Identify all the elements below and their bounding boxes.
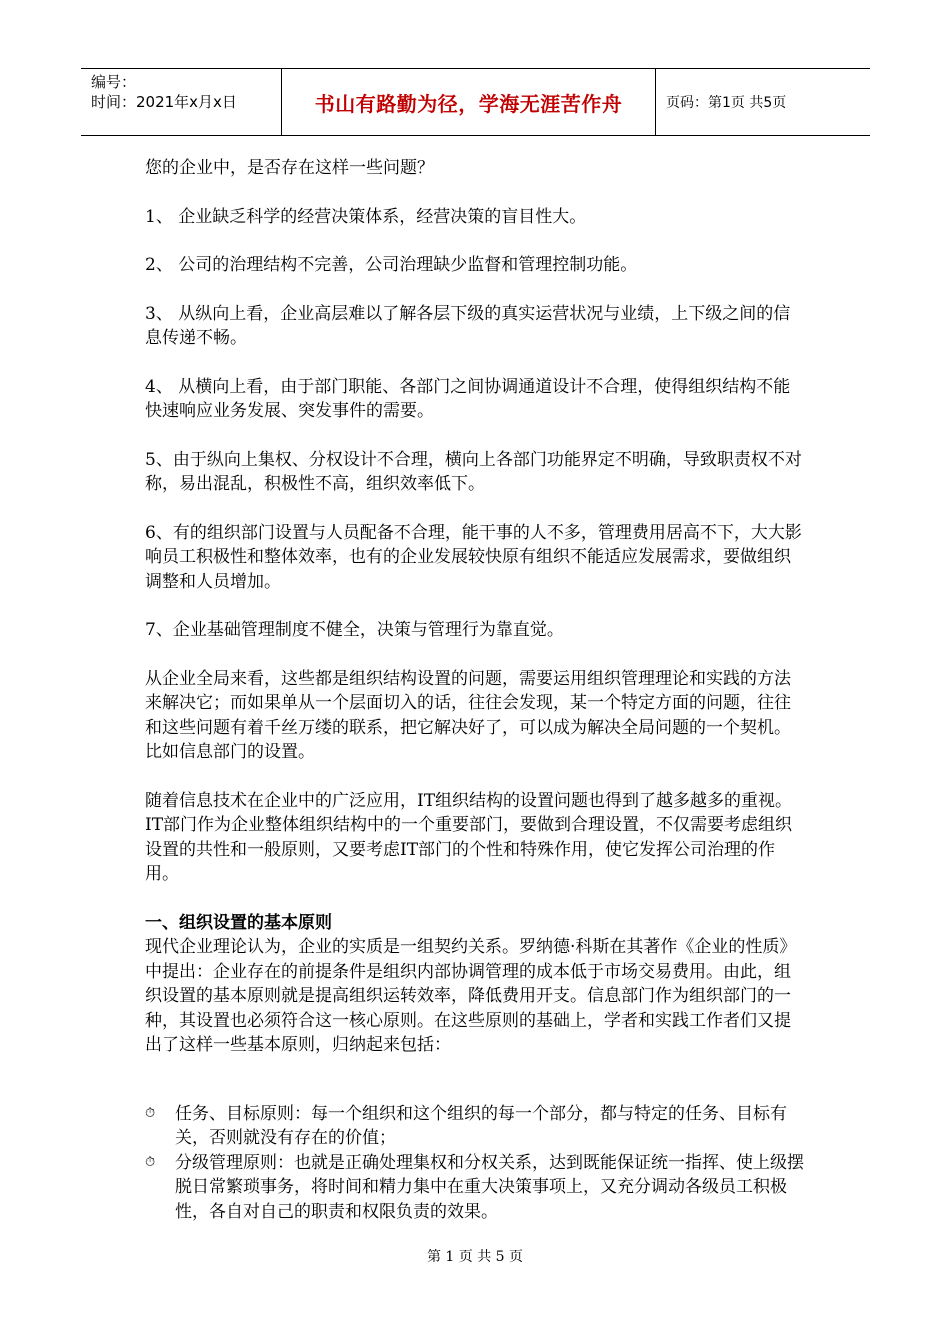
problem-item: 2、 公司的治理结构不完善，公司治理缺少监督和管理控制功能。 xyxy=(145,255,638,275)
clock-bullet-icon: ⏱ xyxy=(145,1154,156,1170)
header-left-cell xyxy=(81,69,282,136)
clock-bullet-icon: ⏱ xyxy=(145,1105,156,1121)
document-number-label: 编号： xyxy=(91,73,137,91)
header-motto-cell xyxy=(282,69,656,136)
page-footer: 第 1 页 共 5 页 xyxy=(426,1249,524,1265)
section-body: 现代企业理论认为，企业的实质是一组契约关系。罗纳德·科斯在其著作《企业的性质》中提出：企业存在的前提条件是组织内部协调管理的成本低于市场交易费用。由此，组织设置的基本原则就是提高组织运转效率，降低费用开支。信息部门作为组织部门的一种，其设置也必须符合这一核心原则。在这些原则的基础上，学者和实践工作者们又提出了这样一些基本原则，归纳起来包括： xyxy=(145,937,797,1055)
document-body xyxy=(145,156,805,1224)
principle-text: 分级管理原则：也就是正确处理集权和分权关系，达到既能保证统一指挥、使上级摆脱日常繁琐事务，将时间和精力集中在重大决策事项上，又充分调动各级员工积极性，各自对自己的职责和权限负责的效果。 xyxy=(175,1152,804,1222)
header-motto: 书山有路勤为径，学海无涯苦作舟 xyxy=(314,91,623,116)
problem-item: 3、 从纵向上看，企业高层难以了解各层下级的真实运营状况与业绩，上下级之间的信息传递不畅。 xyxy=(145,303,791,348)
header-page-cell xyxy=(656,69,871,136)
problem-item: 6、有的组织部门设置与人员配备不合理，能干事的人不多，管理费用居高不下，大大影响员工积极性和整体效率，也有的企业发展较快原有组织不能适应发展需求，要做组织调整和人员增加。 xyxy=(145,522,802,592)
section-heading: 一、组织设置的基本原则 xyxy=(145,912,332,933)
problem-item: 7、企业基础管理制度不健全，决策与管理行为靠直觉。 xyxy=(145,620,564,640)
principle-item xyxy=(145,1102,805,1151)
global-view-paragraph: 从企业全局来看，这些都是组织结构设置的问题，需要运用组织管理理论和实践的方法来解决它；而如果单从一个层面切入的话，往往会发现，某一个特定方面的问题，往往和这些问题有着千丝万缕的联系，把它解决好了，可以成为解决全局问题的一个契机。比如信息部门的设置。 xyxy=(145,668,791,762)
problem-item: 4、 从横向上看，由于部门职能、各部门之间协调通道设计不合理，使得组织结构不能快速响应业务发展、突发事件的需要。 xyxy=(145,376,791,421)
problem-item: 1、 企业缺乏科学的经营决策体系，经营决策的盲目性大。 xyxy=(145,206,587,227)
page-header xyxy=(81,68,870,136)
document-date: 时间：2021年x月x日 xyxy=(91,93,237,111)
problem-item: 5、由于纵向上集权、分权设计不合理，横向上各部门功能界定不明确，导致职责权不对称，易出混乱，积极性不高，组织效率低下。 xyxy=(145,449,802,494)
principle-item xyxy=(145,1151,805,1225)
header-page-info: 页码：第1页 共5页 xyxy=(666,95,787,111)
intro-question: 您的企业中，是否存在这样一些问题？ xyxy=(145,158,434,178)
it-paragraph: 随着信息技术在企业中的广泛应用，IT组织结构的设置问题也得到了越多越多的重视。IT部门作为企业整体组织结构中的一个重要部门，要做到合理设置，不仅需要考虑组织设置的共性和一般原则，又要考虑IT部门的个性和特殊作用，使它发挥公司治理的作用。 xyxy=(145,790,793,884)
principle-text: 任务、目标原则：每一个组织和这个组织的每一个部分，都与特定的任务、目标有关，否则就没有存在的价值； xyxy=(175,1103,787,1148)
